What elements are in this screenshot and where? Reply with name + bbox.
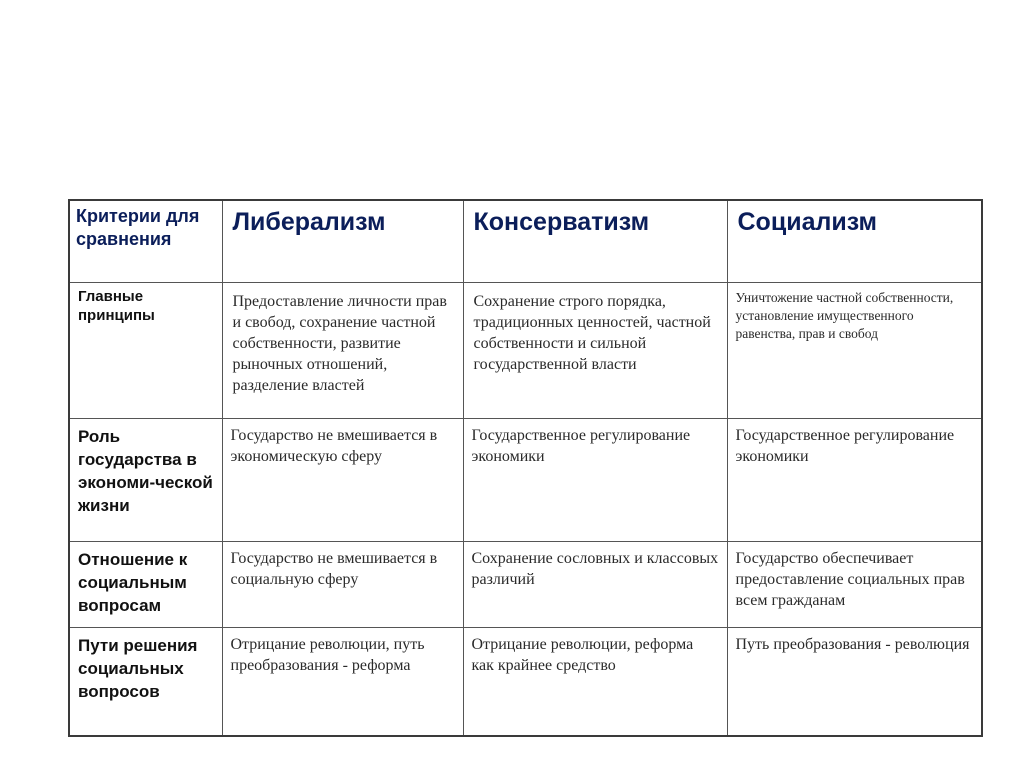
socialism-social-solutions: Путь преобразования - революция (727, 627, 982, 736)
header-socialism: Социализм (727, 200, 982, 282)
conservatism-social-solutions: Отрицание революции, реформа как крайнее средство (463, 627, 727, 736)
liberalism-social-attitude: Государство не вмешивается в социальную сферу (222, 541, 463, 627)
header-row (69, 200, 982, 282)
criterion-main-principles: Главные принципы (69, 282, 222, 418)
liberalism-main-principles: Предоставление личности прав и свобод, сохранение частной собственности, развитие рыночных отношений, разделение властей (222, 282, 463, 418)
comparison-table (68, 199, 983, 737)
table-row (69, 627, 982, 736)
criterion-state-role: Роль государства в экономи-ческой жизни (69, 418, 222, 541)
liberalism-state-role: Государство не вмешивается в экономическую сферу (222, 418, 463, 541)
conservatism-state-role: Государственное регулирование экономики (463, 418, 727, 541)
table-row (69, 541, 982, 627)
socialism-main-principles: Уничтожение частной собственности, установление имущественного равенства, прав и свобод (727, 282, 982, 418)
criterion-social-solutions: Пути решения социальных вопросов (69, 627, 222, 736)
header-liberalism: Либерализм (222, 200, 463, 282)
header-criteria: Критерии для сравнения (69, 200, 222, 282)
socialism-state-role: Государственное регулирование экономики (727, 418, 982, 541)
conservatism-main-principles: Сохранение строго порядка, традиционных ценностей, частной собственности и сильной государственной власти (463, 282, 727, 418)
criterion-social-attitude: Отношение к социальным вопросам (69, 541, 222, 627)
conservatism-social-attitude: Сохранение сословных и классовых различий (463, 541, 727, 627)
header-conservatism: Консерватизм (463, 200, 727, 282)
table-row (69, 282, 982, 418)
socialism-social-attitude: Государство обеспечивает предоставление социальных прав всем гражданам (727, 541, 982, 627)
table-row (69, 418, 982, 541)
liberalism-social-solutions: Отрицание революции, путь преобразования - реформа (222, 627, 463, 736)
